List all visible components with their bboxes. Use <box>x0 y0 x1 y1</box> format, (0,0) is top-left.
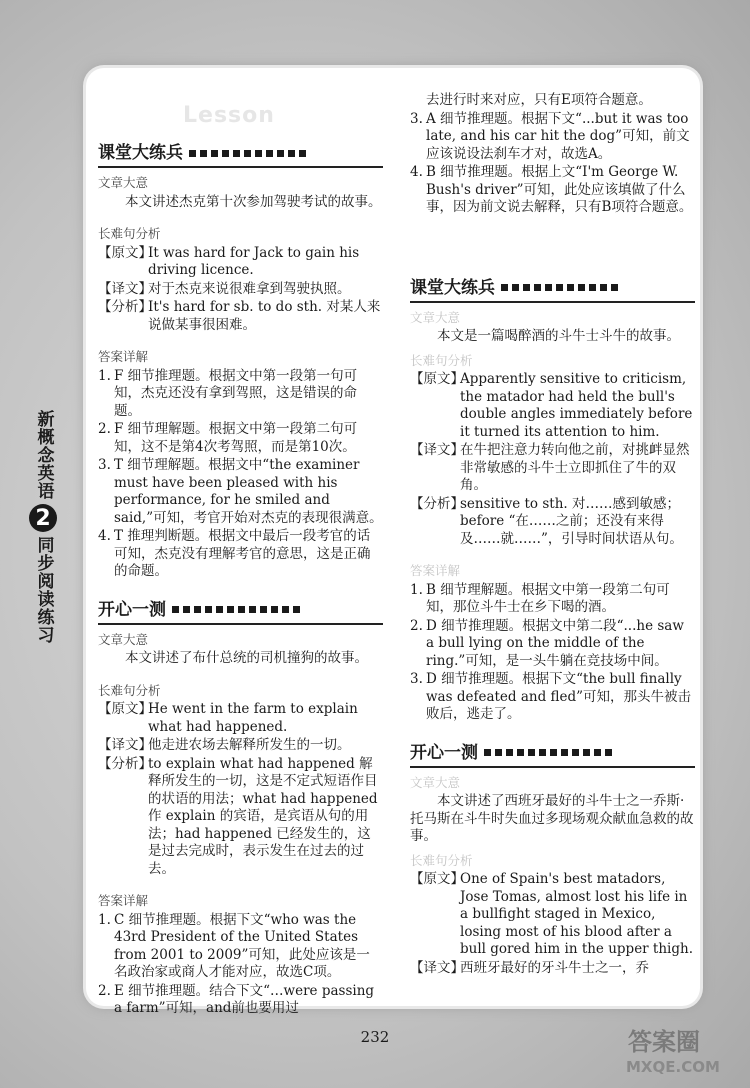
answer-item: 1. B 细节理解题。根据文中第一段第二句可知，那位斗牛士在乡下喝的酒。 <box>410 581 670 615</box>
answers-label: 答案详解 <box>98 893 149 908</box>
summary-label: 文章大意 <box>410 774 461 790</box>
analysis-label: 长难句分析 <box>98 682 161 698</box>
summary-label: 文章大意 <box>410 309 461 325</box>
summary-text: 本文讲述杰克第十次参加驾驶考试的故事。 <box>125 193 382 210</box>
analysis-row: 【译文】 在牛把注意力转向他之前，对挑衅显然非常敏感的斗牛士立即抓住了牛的双角。 <box>410 442 690 493</box>
summary-label: 文章大意 <box>98 175 149 190</box>
section-heading <box>98 599 383 625</box>
answer-item: 3. A 细节推理题。根据下文“...but it was too late, and his car hit the dog”可知，前文应该说设法刹车才对，故选A。 <box>410 110 690 162</box>
side-tab <box>30 410 56 644</box>
analysis-label: 长难句分析 <box>410 852 473 868</box>
analysis-row: 【分析】 It's hard for sb. to do sth. 对某人来说做某事很困难。 <box>98 299 381 333</box>
summary-label: 文章大意 <box>98 631 149 647</box>
answer-item: 2. D 细节推理题。根据文中第二段“...he saw a bull lying on the middle of the ring.”可知，是一头牛躺在竞技场中间。 <box>410 617 684 669</box>
section-title: 课堂大练兵 <box>410 277 495 298</box>
summary-text: 本文是一篇喝醉酒的斗牛士斗牛的故事。 <box>437 328 680 344</box>
section-title: 开心一测 <box>98 599 166 620</box>
analysis-label: 长难句分析 <box>410 352 473 368</box>
analysis-row: 【译文】 对于杰克来说很难拿到驾驶执照。 <box>98 280 351 297</box>
left-column <box>98 142 383 1019</box>
analysis-row: 【原文】 It was hard for Jack to gain his driving licence. <box>98 244 360 278</box>
summary-text: 本文讲述了西班牙最好的斗牛士之一乔斯·托马斯在斗牛时失血过多现场观众献血急救的故事。 <box>410 793 694 844</box>
watermark-logo: 答案圈 <box>628 1028 700 1056</box>
answers-label: 答案详解 <box>410 563 461 578</box>
analysis-row: 【译文】 西班牙最好的牙斗牛士之一，乔 <box>410 959 649 976</box>
analysis-row: 【分析】 to explain what had happened 解释所发生的一切，这是不定式短语作目的状语的用法；what had happened 作 explain 的宾语，是宾语从句的用法；had happened 已经发生的，这是过去完成时，表示发生在过去的过去。 <box>98 755 378 877</box>
answer-item: 3. D 细节推理题。根据下文“the bull finally was defeated and fled”可知，那头牛被击败后，逃走了。 <box>410 671 692 722</box>
right-column <box>410 92 695 978</box>
analysis-row: 【原文】 He went in the farm to explain what had happened. <box>98 701 358 735</box>
section-title: 课堂大练兵 <box>98 143 183 163</box>
side-tab-subtitle: 同步阅读练习 <box>33 536 54 644</box>
page-number: 232 <box>360 1028 390 1046</box>
analysis-label: 长难句分析 <box>98 226 161 241</box>
analysis-row: 【原文】 One of Spain's best matadors, Jose Tomas, almost lost his life in a bullfight staged in Mexico, losing most of his blood after a bull gored him in the upper thigh. <box>410 871 693 957</box>
summary-text: 本文讲述了布什总统的司机撞狗的故事。 <box>125 650 368 666</box>
analysis-row: 【译文】 他走进农场去解释所发生的一切。 <box>98 737 351 753</box>
side-tab-book-title: 新概念英语 <box>33 410 54 500</box>
section-heading <box>98 142 383 168</box>
analysis-row: 【分析】 sensitive to sth. 对……感到敏感；before “在……之前；还没有来得及……就……”，引导时间状语从句。 <box>410 495 683 547</box>
answer-item: 4. B 细节推理题。根据上文“I'm George W. Bush's driver”可知，此处应该填做了什么事，因为前文说去解释，只有B项符合题意。 <box>410 164 693 215</box>
side-tab-volume-badge: 2 <box>29 504 57 532</box>
answer-item: 1. C 细节推理题。根据下文“who was the 43rd President of the United States from 2001 to 2009”可知，此处应该是一名政治家或商人才能对应，故选C项。 <box>98 911 370 980</box>
analysis-row: 【原文】 Apparently sensitive to criticism, the matador had held the bull's double angles immediately before it turned its attention to him. <box>410 371 693 440</box>
continued-text: 去进行时来对应，只有E项符合题意。 <box>426 92 652 108</box>
section-heading <box>410 742 695 768</box>
answer-item: 3. T 细节理解题。根据文中“the examiner must have been pleased with his performance, for he smiled and said,”可知，考官开始对杰克的表现很满意。 <box>98 457 383 526</box>
watermark-url: MXQE.COM <box>626 1058 720 1076</box>
answer-item: 2. E 细节推理题。结合下文“…were passing a farm”可知，and前也要用过 <box>98 982 375 1016</box>
answer-item: 4. T 推理判断题。根据文中最后一段考官的话可知，杰克没有理解考官的意思，这是正确的命题。 <box>98 528 371 579</box>
section-heading <box>410 277 695 303</box>
section-title: 开心一测 <box>410 742 478 763</box>
answer-item: 2. F 细节理解题。根据文中第一段第二句可知，这不是第4次考驾照，而是第10次。 <box>98 421 358 455</box>
answers-label: 答案详解 <box>98 349 149 364</box>
answer-item: 1. F 细节推理题。根据文中第一段第一句可知，杰克还没有拿到驾照，这是错误的命题。 <box>98 367 358 419</box>
lesson-watermark: Lesson <box>183 103 275 128</box>
